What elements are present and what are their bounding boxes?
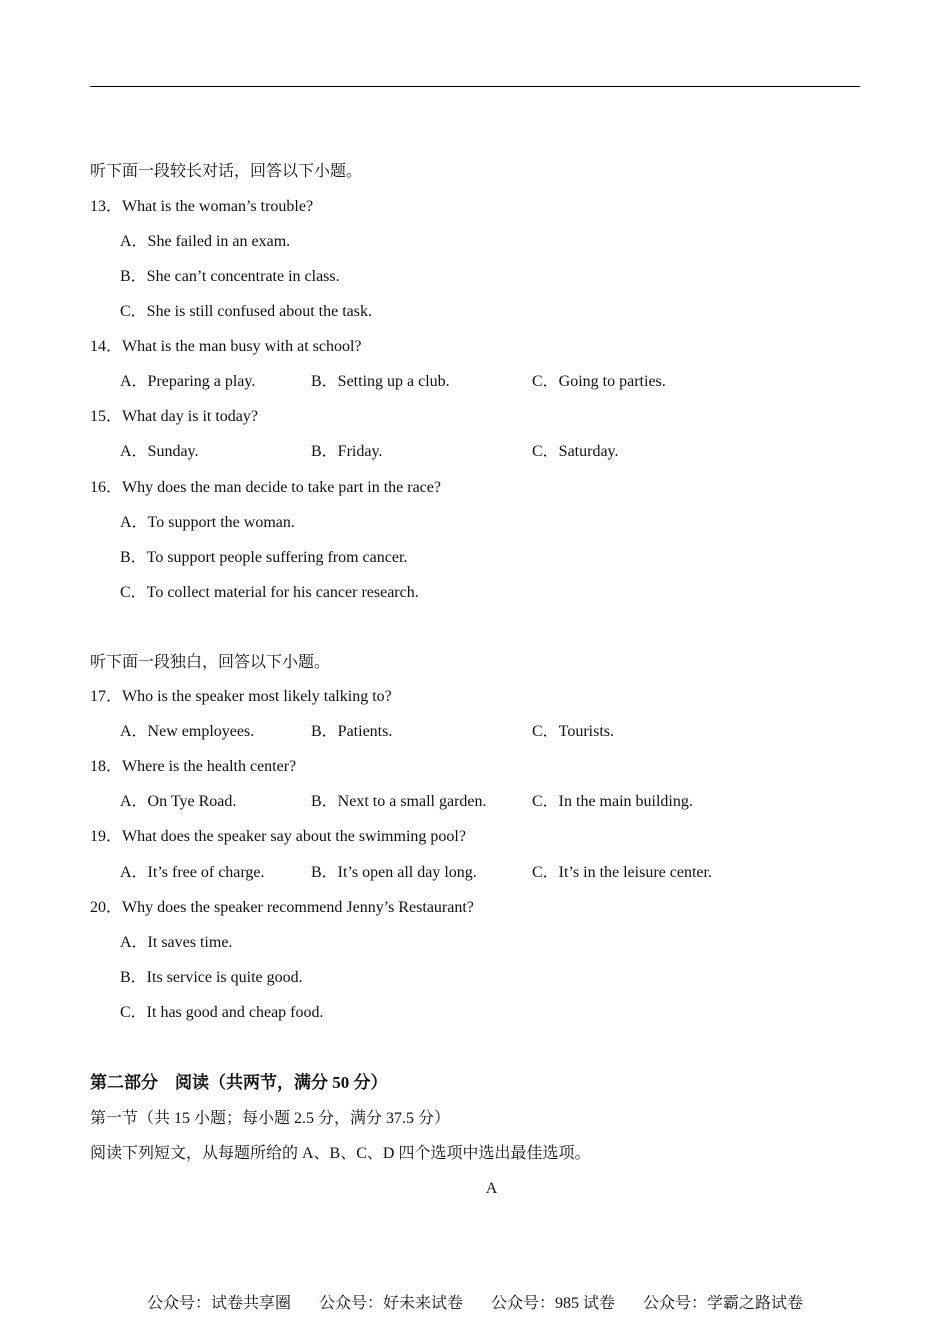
q15-option-a: A．Sunday. — [120, 443, 199, 460]
q14-option-a: A．Preparing a play. — [120, 373, 256, 390]
part2-subheading: 第一节（共 15 小题；每小题 2.5 分，满分 37.5 分） — [90, 1110, 451, 1127]
q20-option-c: C．It has good and cheap food. — [120, 1004, 324, 1021]
question-text: Where is the health center? — [122, 758, 297, 775]
question-number: 16． — [90, 479, 123, 496]
question-text: What is the woman’s trouble? — [122, 198, 314, 215]
question-16 — [90, 478, 441, 498]
question-number: 14． — [90, 338, 123, 355]
q16-option-c: C．To collect material for his cancer research. — [120, 584, 419, 601]
q18-option-b: B．Next to a small garden. — [311, 793, 487, 810]
q19-option-c: C．It’s in the leisure center. — [532, 864, 712, 881]
q17-option-a: A．New employees. — [120, 723, 255, 740]
question-20 — [90, 898, 474, 918]
section2-intro: 听下面一段独白，回答以下小题。 — [90, 654, 331, 671]
question-number: 18． — [90, 758, 123, 775]
question-19 — [90, 827, 466, 847]
q20-option-a: A．It saves time. — [120, 934, 233, 951]
page-footer — [0, 1290, 950, 1313]
header-rule — [90, 86, 860, 87]
q19-option-a: A．It’s free of charge. — [120, 864, 265, 881]
part2-heading: 第二部分 阅读（共两节，满分 50 分） — [90, 1073, 388, 1092]
question-number: 15． — [90, 408, 123, 425]
question-text: Who is the speaker most likely talking to? — [122, 688, 392, 705]
q14-option-c: C．Going to parties. — [532, 373, 666, 390]
question-text: What does the speaker say about the swimming pool? — [122, 828, 466, 845]
question-text: Why does the speaker recommend Jenny’s Restaurant? — [122, 899, 474, 916]
q13-option-c: C．She is still confused about the task. — [120, 303, 372, 320]
question-15 — [90, 407, 258, 427]
q16-option-b: B．To support people suffering from cancer. — [120, 549, 408, 566]
question-text: What day is it today? — [122, 408, 258, 425]
q15-option-b: B．Friday. — [311, 443, 383, 460]
q18-option-c: C．In the main building. — [532, 793, 693, 810]
q16-option-a: A．To support the woman. — [120, 514, 295, 531]
question-number: 13． — [90, 198, 123, 215]
question-18 — [90, 757, 296, 777]
passage-label: A — [485, 1180, 498, 1197]
question-13 — [90, 197, 313, 217]
q13-option-b: B．She can’t concentrate in class. — [120, 268, 340, 285]
footer-item: 公众号：好未来试卷 — [318, 1295, 463, 1312]
q14-option-b: B．Setting up a club. — [311, 373, 450, 390]
question-number: 20． — [90, 899, 123, 916]
q20-option-b: B．Its service is quite good. — [120, 969, 303, 986]
question-text: Why does the man decide to take part in the race? — [122, 479, 441, 496]
question-number: 17． — [90, 688, 123, 705]
footer-item: 公众号：学霸之路试卷 — [643, 1295, 804, 1312]
q17-option-c: C．Tourists. — [532, 723, 615, 740]
q17-option-b: B．Patients. — [311, 723, 393, 740]
footer-item: 公众号：985 试卷 — [491, 1295, 616, 1312]
section1-intro: 听下面一段较长对话，回答以下小题。 — [90, 163, 363, 180]
question-number: 19． — [90, 828, 123, 845]
q19-option-b: B．It’s open all day long. — [311, 864, 477, 881]
q18-option-a: A．On Tye Road. — [120, 793, 237, 810]
question-text: What is the man busy with at school? — [122, 338, 362, 355]
q15-option-c: C．Saturday. — [532, 443, 619, 460]
question-14 — [90, 337, 362, 357]
question-17 — [90, 687, 392, 707]
footer-item: 公众号：试卷共享圈 — [146, 1295, 291, 1312]
q13-option-a: A．She failed in an exam. — [120, 233, 291, 250]
part2-instruction: 阅读下列短文，从每题所给的 A、B、C、D 四个选项中选出最佳选项。 — [90, 1145, 591, 1162]
